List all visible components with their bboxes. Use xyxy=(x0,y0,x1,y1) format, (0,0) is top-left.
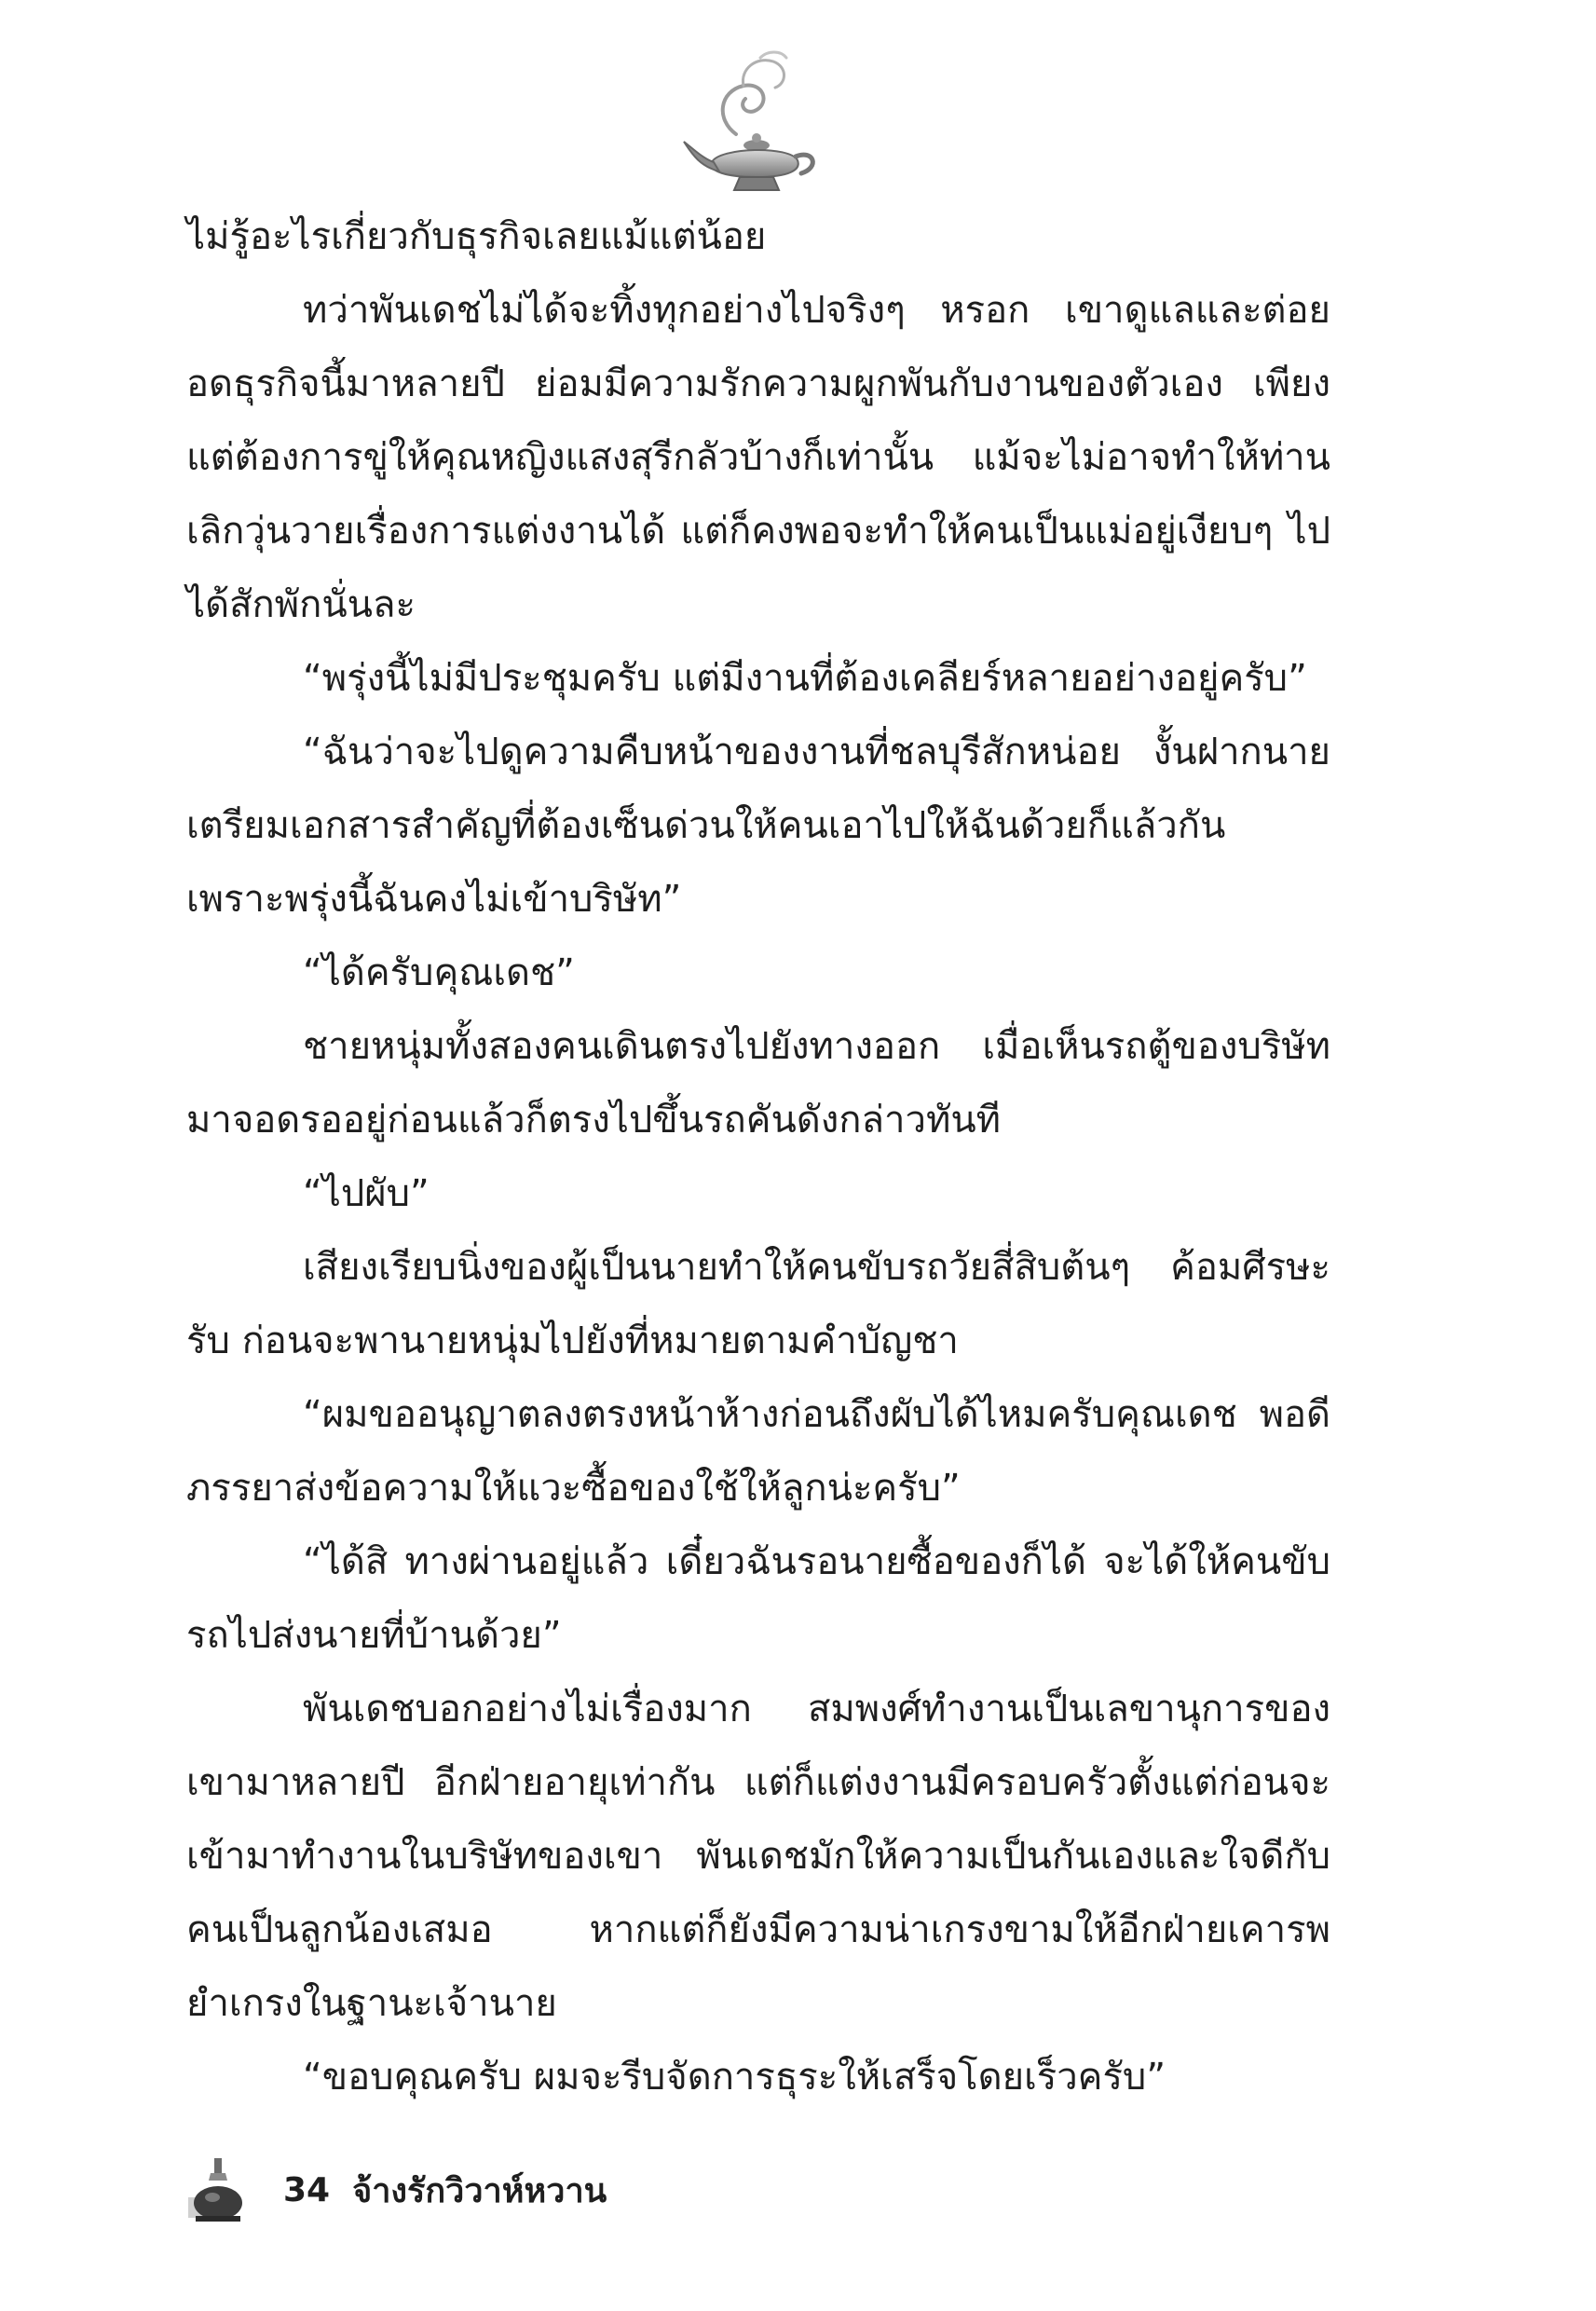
magic-lamp-icon xyxy=(678,45,827,203)
paragraph: “ได้ครับคุณเดช” xyxy=(303,951,575,994)
page-number: 34 xyxy=(283,2170,331,2209)
book-title: จ้างรักวิวาห์หวาน xyxy=(352,2171,607,2210)
paragraph: พันเดชบอกอย่างไม่เรื่องมาก สมพงศ์ทำงานเป็นเลขานุการของเขามาหลายปี อีกฝ่ายอายุเท่ากัน แต่ก็แต่งงานมีครอบครัวตั้งแต่ก่อนจะเข้ามาทำงานในบริษัทของเขา พันเดชมักให้ความเป็นกันเองและใจดีกับคนเป็นลูกน้องเสมอ หากแต่ก็ยังมีความน่าเกรงขามให้อีกฝ่ายเคารพยำเกรงในฐานะเจ้านาย xyxy=(186,1688,1330,2025)
paragraph: ชายหนุ่มทั้งสองคนเดินตรงไปยังทางออก เมื่อเห็นรถตู้ของบริษัทมาจอดรออยู่ก่อนแล้วก็ตรงไปขึ้นรถคันดังกล่าวทันที xyxy=(186,1025,1330,1142)
paragraph: “พรุ่งนี้ไม่มีประชุมครับ แต่มีงานที่ต้องเคลียร์หลายอย่างอยู่ครับ” xyxy=(303,657,1307,700)
body-text xyxy=(186,200,1330,2114)
page-footer xyxy=(186,2153,1025,2227)
paragraph: เสียงเรียบนิ่งของผู้เป็นนายทำให้คนขับรถวัยสี่สิบต้นๆ ค้อมศีรษะรับ ก่อนจะพานายหนุ่มไปยังที่หมายตามคำบัญชา xyxy=(186,1246,1330,1362)
paragraph: “ขอบคุณครับ ผมจะรีบจัดการธุระให้เสร็จโดยเร็วครับ” xyxy=(303,2056,1166,2099)
paragraph: “ได้สิ ทางผ่านอยู่แล้ว เดี๋ยวฉันรอนายซื้อของก็ได้ จะได้ให้คนขับรถไปส่งนายที่บ้านด้วย” xyxy=(186,1540,1330,1657)
paragraph: “ฉันว่าจะไปดูความคืบหน้าของงานที่ชลบุรีสักหน่อย งั้นฝากนายเตรียมเอกสารสำคัญที่ต้องเซ็นด่วนให้คนเอาไปให้ฉันด้วยก็แล้วกัน เพราะพรุ่งนี้ฉันคงไม่เข้าบริษัท” xyxy=(186,731,1330,921)
paragraph: “ไปผับ” xyxy=(303,1172,430,1215)
paragraph: ทว่าพันเดชไม่ได้จะทิ้งทุกอย่างไปจริงๆ หรอก เขาดูแลและต่อยอดธุรกิจนี้มาหลายปี ย่อมมีความรักความผูกพันกับงานของตัวเอง เพียงแต่ต้องการขู่ให้คุณหญิงแสงสุรีกลัวบ้างก็เท่านั้น แม้จะไม่อาจทำให้ท่านเลิกวุ่นวายเรื่องการแต่งงานได้ แต่ก็คงพอจะทำให้คนเป็นแม่อยู่เงียบๆ ไปได้สักพักนั่นละ xyxy=(186,289,1330,626)
paragraph: ไม่รู้อะไรเกี่ยวกับธุรกิจเลยแม้แต่น้อย xyxy=(186,215,767,258)
perfume-bottle-icon xyxy=(186,2156,253,2223)
paragraph: “ผมขออนุญาตลงตรงหน้าห้างก่อนถึงผับได้ไหมครับคุณเดช พอดีภรรยาส่งข้อความให้แวะซื้อของใช้ให้ลูกน่ะครับ” xyxy=(186,1393,1330,1510)
